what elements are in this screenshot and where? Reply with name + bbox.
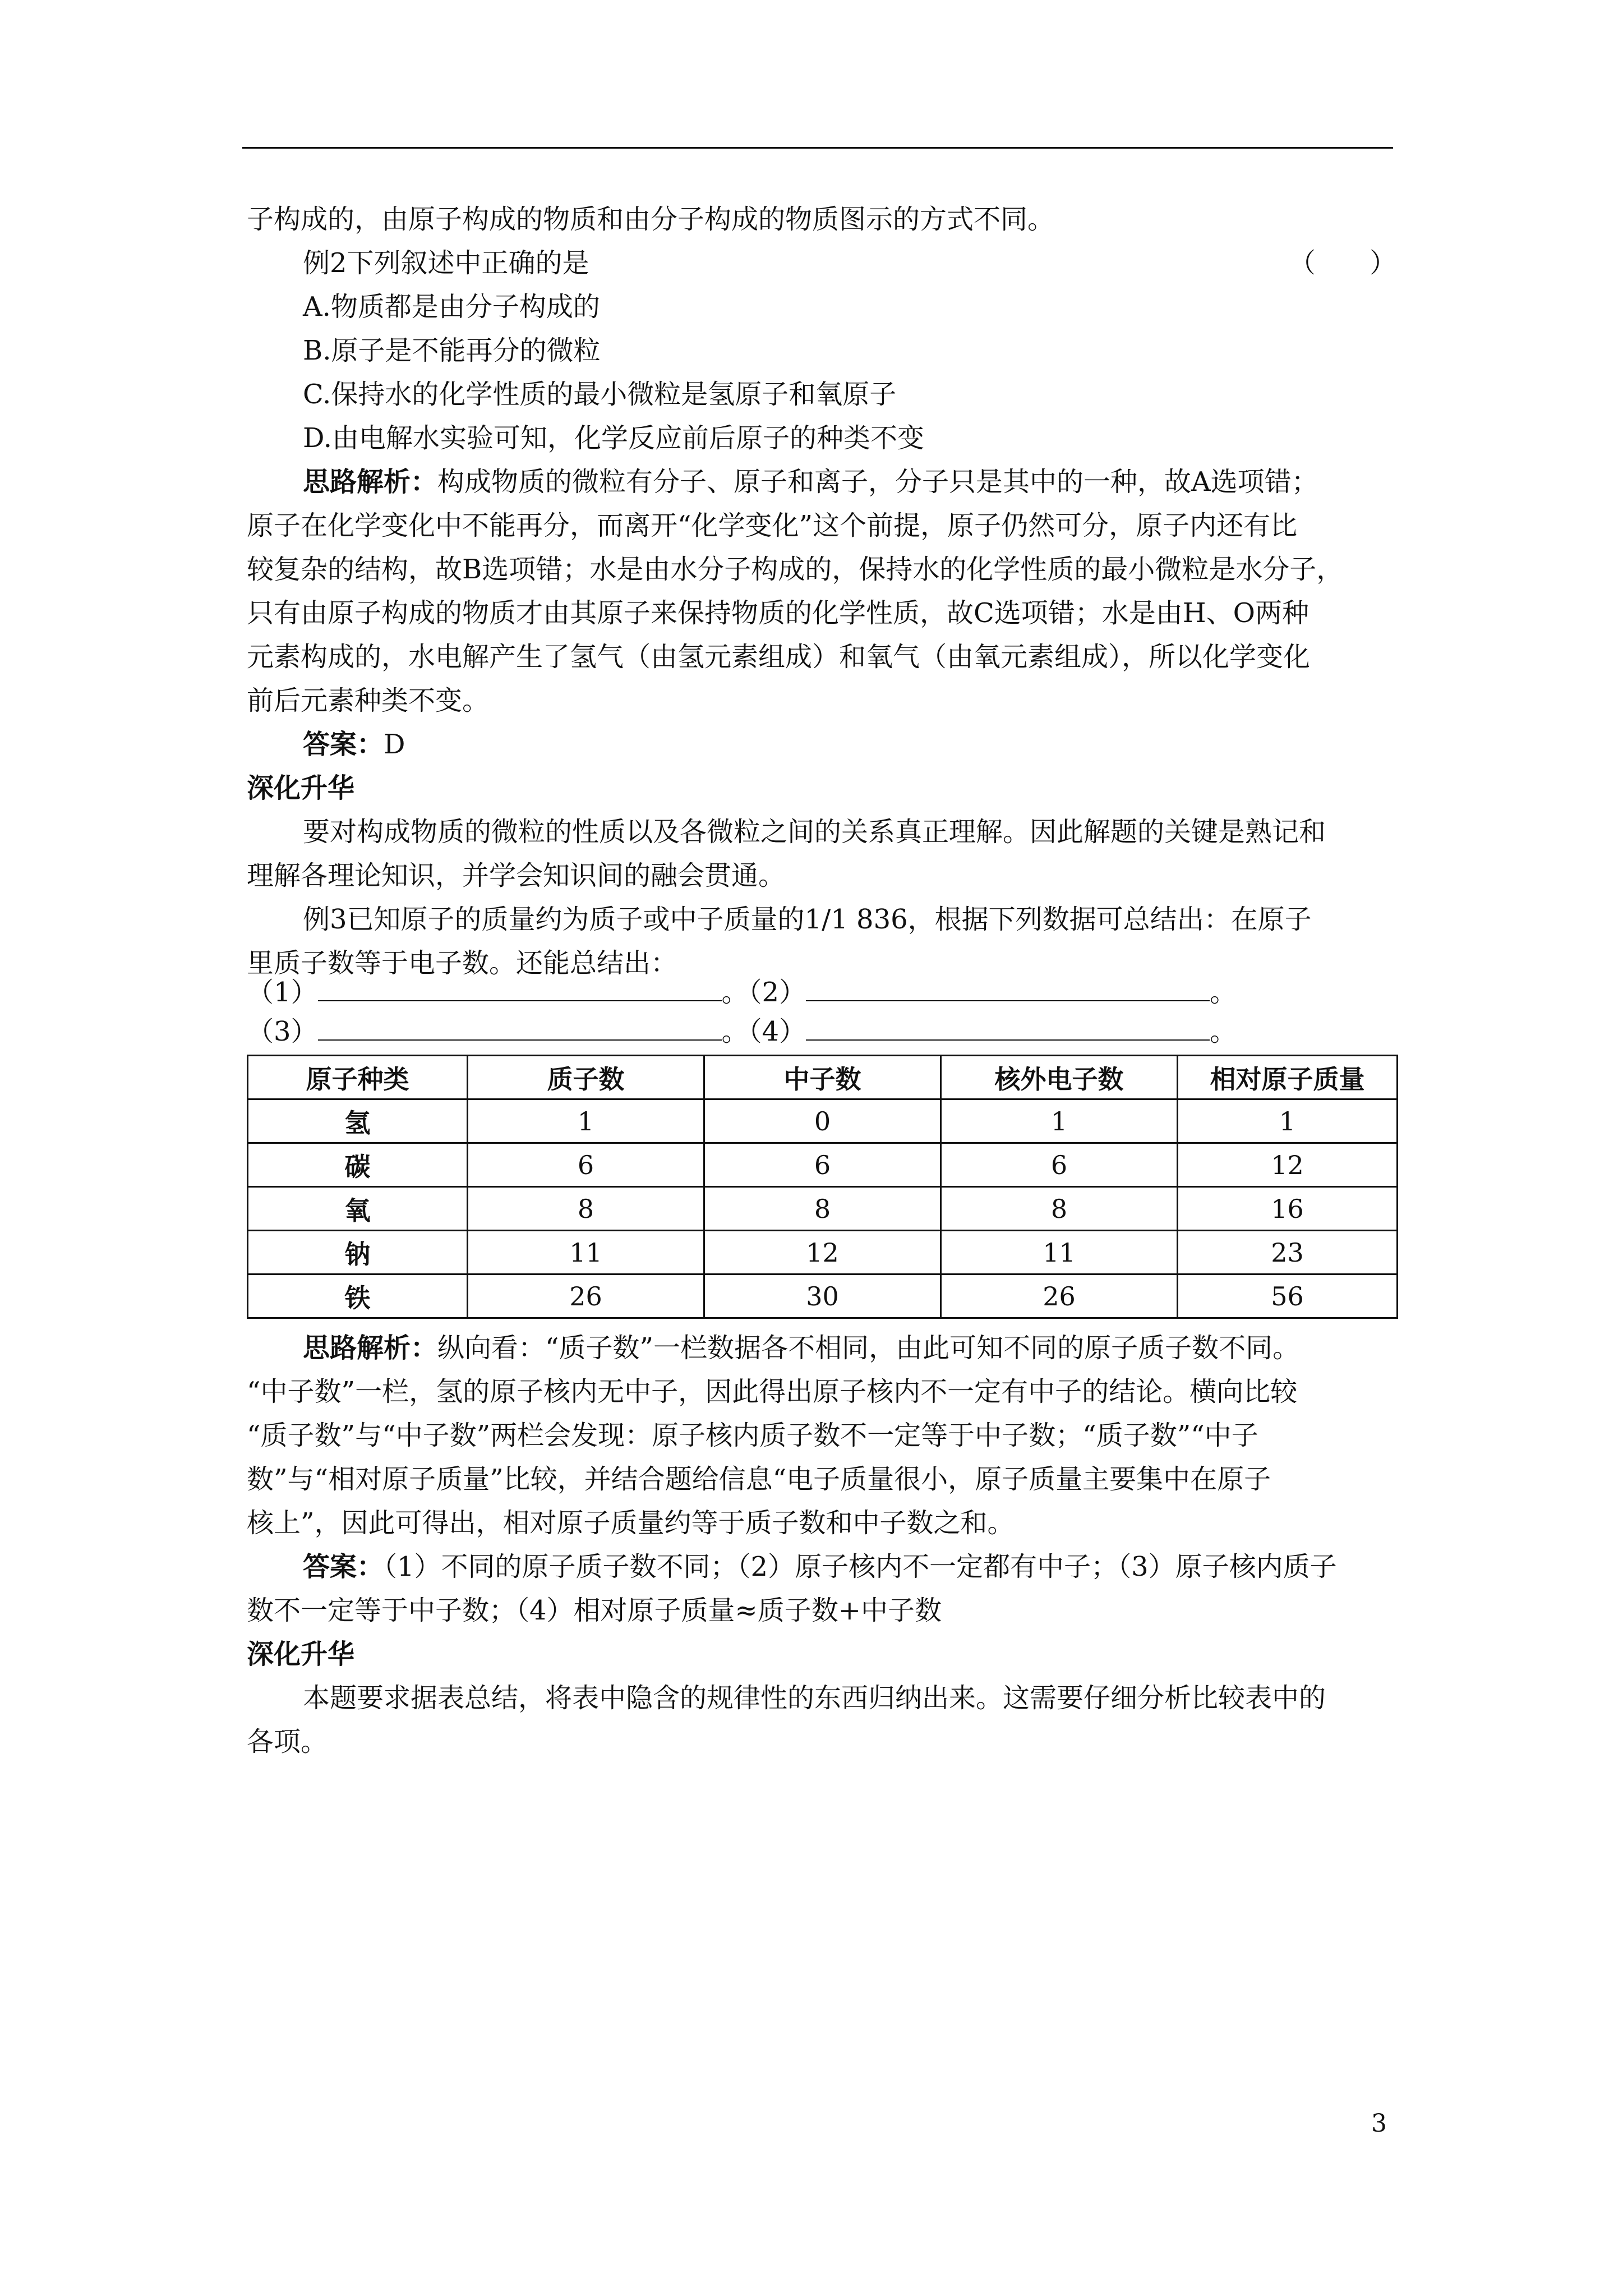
table-row [248,1143,1398,1187]
option-c: C.保持水的化学性质的最小微粒是氢原子和氧原子 [303,379,897,410]
analysis-label: 思路解析： [303,466,438,498]
blank-1[interactable] [318,978,722,1001]
table-cell: 1 [468,1099,704,1143]
text-line: 理解各理论知识，并学会知识间的融会贯通。 [247,860,786,891]
blank-row: （1） 。（2） 。 [247,977,1237,1008]
table-cell: 8 [704,1187,941,1231]
table-cell: 16 [1178,1187,1398,1231]
table-row [248,1231,1398,1274]
table-cell: 23 [1178,1231,1398,1274]
answer-paren: （ ） [1288,247,1396,279]
text-line: 里质子数等于电子数。还能总结出： [247,947,678,979]
section-heading: 深化升华 [247,772,355,804]
header-rule [242,147,1393,149]
table-row [248,1187,1398,1231]
atom-table [247,1055,1398,1319]
analysis-line: 数”与“相对原子质量”比较，并结合题给信息“电子质量很小，原子质量主要集中在原子 [247,1464,1271,1495]
text-line: 要对构成物质的微粒的性质以及各微粒之间的关系真正理解。因此解题的关键是熟记和 [303,816,1326,848]
header-cell: 核外电子数 [941,1056,1178,1099]
page-number: 3 [1371,2109,1387,2138]
table-cell: 8 [468,1187,704,1231]
section-heading: 深化升华 [247,1639,355,1670]
analysis-line: “中子数”一栏，氢的原子核内无中子，因此得出原子核内不一定有中子的结论。横向比较 [247,1376,1298,1407]
table-cell: 1 [941,1099,1178,1143]
analysis-line: 元素构成的，水电解产生了氢气（由氢元素组成）和氧气（由氧元素组成），所以化学变化 [247,641,1311,673]
analysis-line: 只有由原子构成的物质才由其原子来保持物质的化学性质，故C选项错；水是由H、O两种 [247,597,1309,629]
element-cell: 钠 [248,1231,468,1274]
table-cell: 12 [1178,1143,1398,1187]
table-cell: 26 [468,1274,704,1318]
table-cell: 26 [941,1274,1178,1318]
example-2-question: 例2下列叙述中正确的是 （ ） [303,241,1396,285]
analysis-line: 思路解析：纵向看：“质子数”一栏数据各不相同，由此可知不同的原子质子数不同。 [303,1332,1300,1364]
example-3-question: 例3已知原子的质量约为质子或中子质量的1/1 836，根据下列数据可总结出：在原子 [303,904,1312,935]
analysis-label: 思路解析： [303,1332,438,1364]
table-cell: 6 [704,1143,941,1187]
text-line: 本题要求据表总结，将表中隐含的规律性的东西归纳出来。这需要仔细分析比较表中的 [303,1682,1326,1714]
analysis-line: 核上”，因此可得出，相对原子质量约等于质子数和中子数之和。 [247,1507,1015,1539]
header-cell: 质子数 [468,1056,704,1099]
analysis-line: “质子数”与“中子数”两栏会发现：原子核内质子数不一定等于中子数；“质子数”“中子 [247,1420,1258,1451]
blank-2[interactable] [806,978,1210,1001]
answer-line: 答案：D [303,729,405,760]
option-b: B.原子是不能再分的微粒 [303,335,601,366]
analysis-line: 原子在化学变化中不能再分，而离开“化学变化”这个前提，原子仍然可分，原子内还有比 [247,510,1298,541]
element-cell: 氧 [248,1187,468,1231]
answer-line: 答案：（1）不同的原子质子数不同；（2）原子核内不一定都有中子；（3）原子核内质子 [303,1551,1337,1582]
table-cell: 11 [468,1231,704,1274]
element-cell: 氢 [248,1099,468,1143]
header-cell: 中子数 [704,1056,941,1099]
table-cell: 6 [941,1143,1178,1187]
element-cell: 碳 [248,1143,468,1187]
answer-label: 答案： [303,1551,384,1582]
answer-line: 数不一定等于中子数；（4）相对原子质量≈质子数+中子数 [247,1595,942,1626]
table-cell: 12 [704,1231,941,1274]
analysis-line: 前后元素种类不变。 [247,685,490,716]
table-cell: 0 [704,1099,941,1143]
table-row [248,1274,1398,1318]
option-a: A.物质都是由分子构成的 [303,291,600,323]
table-cell: 6 [468,1143,704,1187]
table-row [248,1099,1398,1143]
table-cell: 11 [941,1231,1178,1274]
text-line: 各项。 [247,1726,328,1757]
blank-row: （3） 。（4） 。 [247,1016,1237,1047]
table-cell: 56 [1178,1274,1398,1318]
table-cell: 30 [704,1274,941,1318]
table-cell: 8 [941,1187,1178,1231]
answer-label: 答案： [303,729,384,760]
analysis-line: 思路解析：构成物质的微粒有分子、原子和离子，分子只是其中的一种，故A选项错； [303,466,1318,498]
blank-3[interactable] [318,1017,722,1041]
table-header-row [248,1056,1398,1099]
header-cell: 原子种类 [248,1056,468,1099]
option-d: D.由电解水实验可知，化学反应前后原子的种类不变 [303,422,925,454]
blank-4[interactable] [806,1017,1210,1041]
element-cell: 铁 [248,1274,468,1318]
text-line: 子构成的，由原子构成的物质和由分子构成的物质图示的方式不同。 [247,204,1055,235]
header-cell: 相对原子质量 [1178,1056,1398,1099]
table-cell: 1 [1178,1099,1398,1143]
analysis-line: 较复杂的结构，故B选项错；水是由水分子构成的，保持水的化学性质的最小微粒是水分子， [247,554,1344,585]
